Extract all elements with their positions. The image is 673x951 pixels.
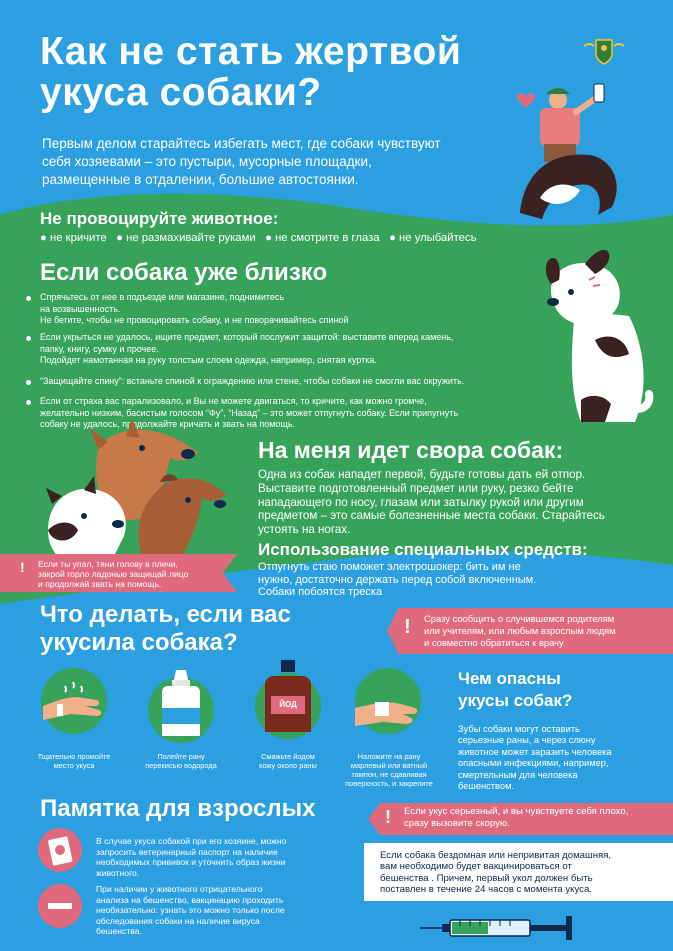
- text-line: необязательно: узнать это можно только после: [96, 905, 285, 916]
- step-4-caption: [344, 752, 434, 788]
- page-title-line-1: Как не стать жертвой: [40, 30, 462, 73]
- text-line: Смажьте йодом: [261, 752, 315, 761]
- text-line: Одна из собак нападет первой, будьте готовы дать ей отпор.: [258, 468, 586, 481]
- text-line: Тщательно промойте: [37, 752, 111, 761]
- bullet-dot: [26, 400, 31, 405]
- memo-paragraph-2: [96, 884, 285, 937]
- danger-heading-line-2: укусы собак?: [458, 691, 573, 710]
- text-line: “Защищайте спину”: встаньте спиной к ограждению или стене, чтобы собаки не смогли вас окружить.: [40, 376, 465, 386]
- text-line: место укуса: [53, 761, 95, 770]
- text-line: собаку не удалось, продолжайте кричать и звать на помощь.: [40, 419, 296, 429]
- text-line: Не бегите, чтобы не провоцировать собаку, и не поворачивайтесь спиной: [40, 315, 349, 325]
- text-line: Если укус серьезный, и вы чувствуете себя плохо,: [404, 806, 629, 817]
- list-bullet: ●: [40, 232, 50, 244]
- passport-icon: [38, 828, 82, 872]
- text-line: нужно, достаточно держать перед собой включенным.: [258, 573, 537, 586]
- text-line: поставлен в течение 24 часов с момента укуса.: [380, 883, 592, 895]
- text-line: опасными инфекциями, например,: [458, 758, 609, 769]
- handwash-icon: [41, 668, 107, 734]
- list-item: не кричите: [49, 232, 107, 244]
- list-item: не улыбайтесь: [399, 232, 477, 244]
- bandage-icon: [355, 668, 421, 734]
- text-line: папку, книгу, сумку и прочее.: [40, 343, 159, 354]
- exclamation-icon: !: [385, 807, 391, 827]
- step-2-caption: [137, 752, 225, 770]
- peroxide-bottle-icon: [148, 668, 214, 748]
- svg-text:?: ?: [588, 153, 596, 169]
- text-line: бешенства . Причем, первый укол должен быть: [380, 872, 593, 884]
- text-line: вам необходимо будет вакцинироваться от: [380, 861, 572, 873]
- text-line: Сразу сообщить о случившемся родителям: [424, 613, 615, 624]
- fall-note-text: [38, 559, 188, 589]
- text-line: сразу вызовите скорую.: [404, 818, 510, 829]
- danger-heading-line-1: Чем опасны: [458, 669, 561, 688]
- iodine-label: ЙОД: [279, 700, 297, 709]
- text-line: бешенства.: [96, 926, 142, 937]
- text-line: необходимых прививок и уточнить образ жизни: [96, 857, 286, 868]
- text-line: Подойдет намотанная на руку толстым слоем одежда, например, снятая куртка.: [40, 355, 377, 365]
- text-line: и продолжай звать на помощь.: [38, 579, 162, 589]
- text-line: анализа на бешенство, вакцинацию проходить: [96, 894, 284, 905]
- provoke-list: [40, 231, 476, 245]
- close-bullet-2: [40, 332, 453, 367]
- text-line: нападающего по носу, глазам или затылку рукой или другим: [258, 495, 584, 509]
- text-line: Полейте рану: [157, 752, 205, 761]
- bitten-note-text: [424, 613, 616, 649]
- exclamation-icon: !: [20, 559, 25, 575]
- text-line: Если укрыться не удалось, ищите предмет, который послужит защитой: выставите вперед камень,: [40, 332, 454, 342]
- intro-line: размещенные в отдалении, большие автостоянки.: [42, 172, 359, 187]
- svg-text:?: ?: [598, 166, 604, 177]
- exclamation-icon: !: [404, 616, 411, 638]
- serious-note-text: [404, 806, 628, 830]
- text-line: на возвышенность.: [40, 303, 121, 314]
- person-with-phone-illustration: [510, 78, 640, 228]
- list-bullet: ●: [389, 232, 400, 244]
- close-bullet-1: [40, 292, 348, 327]
- dog-illustration: [535, 250, 655, 430]
- text-line: запросить ветеринарный паспорт на наличие: [96, 846, 278, 857]
- memo-paragraph-1: [96, 836, 286, 878]
- text-line: Если от страха вас парализовало, и Вы не можете двигаться, то кричите, как можно громче,: [40, 396, 427, 406]
- intro-text: [42, 135, 441, 189]
- text-line: закрой горло ладонью защищай лицо: [38, 569, 189, 579]
- text-line: кожу около раны: [259, 761, 317, 770]
- text-line: серьезные раны, а через слюну: [458, 735, 596, 746]
- text-line: поверхность, и закрепите: [345, 779, 433, 788]
- text-line: Зубы собаки могут оставить: [458, 724, 580, 734]
- provoke-heading: Не провоцируйте животное:: [40, 209, 279, 228]
- tools-heading: Использование специальных средств:: [258, 540, 588, 559]
- memo-heading: Памятка для взрослых: [40, 795, 316, 822]
- text-line: обследования собаки на наличие вируса: [96, 915, 260, 926]
- text-line: Спрячьтесь от нее в подъезде или магазине, поднимитесь: [40, 292, 285, 302]
- tools-text: [258, 561, 536, 599]
- text-line: Наложите на рану: [357, 752, 421, 761]
- text-line: тампон, не сдавливая: [351, 770, 427, 779]
- pack-text: [258, 468, 605, 537]
- intro-line: Первым делом старайтесь избегать мест, где собаки чувствуют: [42, 136, 441, 151]
- syringe-icon: [420, 910, 580, 946]
- bitten-heading-line-2: укусила собака?: [40, 629, 238, 656]
- pack-heading: На меня идет свора собак:: [258, 437, 564, 463]
- step-1-caption: [30, 752, 118, 770]
- bullet-dot: [26, 336, 31, 341]
- coat-of-arms-icon: [582, 36, 626, 66]
- list-bullet: ●: [265, 232, 276, 244]
- minus-icon: [38, 884, 82, 928]
- text-line: Если ты упал, тяни голову в плечи,: [38, 559, 178, 569]
- close-bullet-3: [40, 376, 464, 388]
- bitten-heading-line-1: Что делать, если вас: [40, 601, 291, 628]
- list-bullet: ●: [116, 232, 127, 244]
- close-heading: Если собака уже близко: [40, 259, 328, 286]
- stray-info-text: [380, 850, 611, 895]
- bullet-dot: [26, 380, 31, 385]
- text-line: Отпугнуть стаю поможет электрошокер: бить им не: [258, 561, 521, 573]
- text-line: бешенством.: [458, 781, 515, 792]
- text-line: устоять на ногах.: [258, 523, 351, 537]
- text-line: предметом – это самые болезненные места собаки. Старайтесь: [258, 509, 605, 523]
- text-line: При наличии у животного отрицательного: [96, 884, 263, 894]
- list-item: не размахивайте руками: [126, 232, 256, 244]
- page-title-line-2: укуса собаки?: [40, 71, 322, 114]
- bullet-dot: [26, 296, 31, 301]
- text-line: животное может заразить человека: [458, 746, 612, 757]
- text-line: Собаки побоятся треска: [258, 586, 383, 599]
- text-line: смертельным для человека: [458, 769, 578, 780]
- step-3-caption: [244, 752, 332, 770]
- text-line: и совместно обратиться к врачу: [424, 637, 564, 648]
- text-line: Если собака бездомная или непривитая домашняя,: [380, 850, 612, 861]
- text-line: животного.: [96, 867, 140, 878]
- danger-text: [458, 724, 612, 792]
- text-line: или учителям, или любым взрослым людям: [424, 625, 616, 636]
- dog-pack-illustration: [38, 420, 238, 570]
- text-line: марлевый или ватный: [350, 761, 428, 770]
- text-line: желательно низким, басистым голосом “Фу”, “Назад” – это может отпугнуть собаку. Если припугнуть: [40, 407, 459, 418]
- intro-line: себя хозяевами – это пустыри, мусорные площадки,: [42, 154, 372, 169]
- list-item: не смотрите в глаза: [275, 232, 380, 244]
- text-line: перекисью водорода: [145, 761, 217, 770]
- text-line: В случае укуса собакой при его хозяине, можно: [96, 836, 287, 846]
- text-line: Выставите подготовленный предмет или руку, резко бейте: [258, 481, 574, 495]
